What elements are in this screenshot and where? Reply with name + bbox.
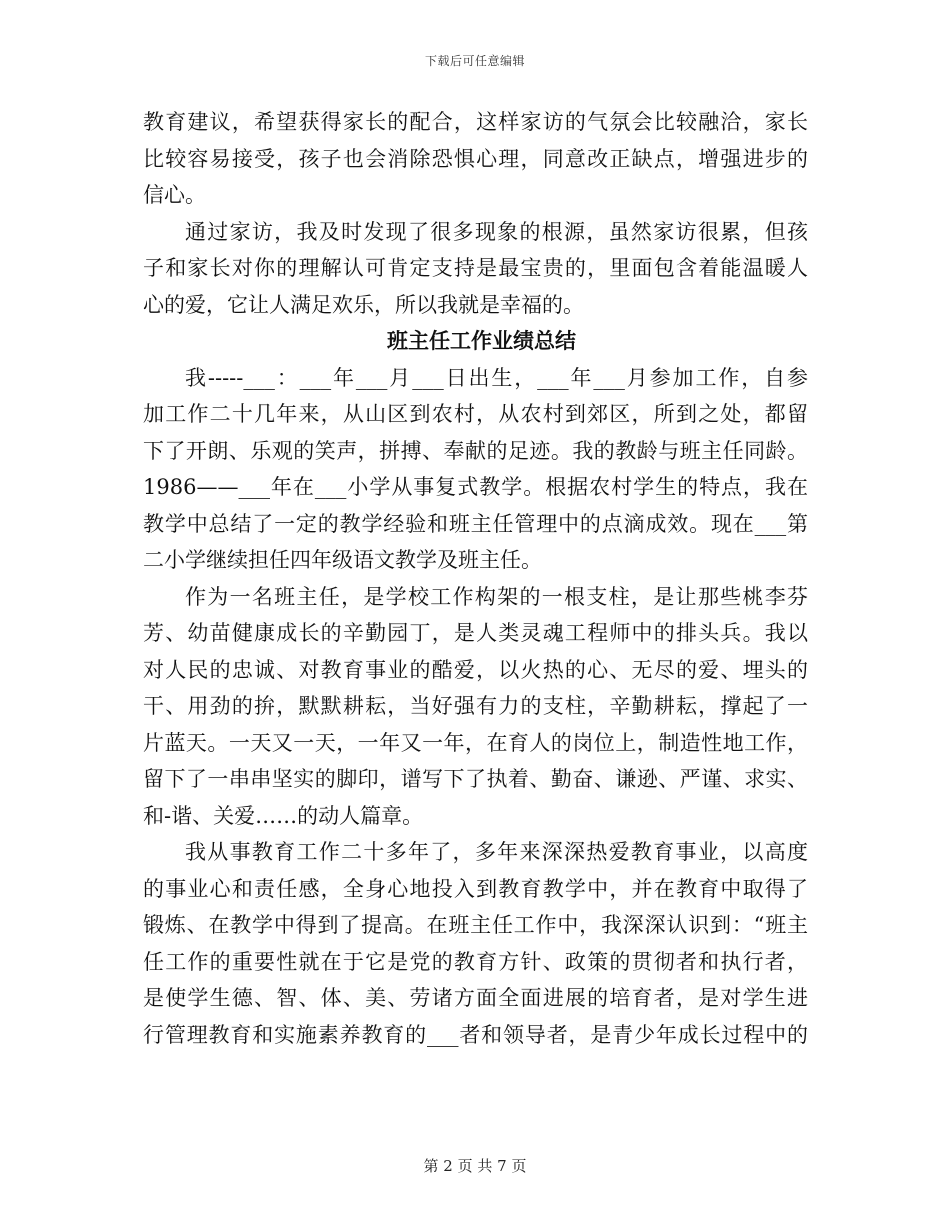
text-line: 作为一名班主任，是学校工作构架的一根支柱，是让那些桃李芬 [185, 584, 808, 609]
text-line: 对人民的忠诚、对教育事业的酷爱，以火热的心、无尽的爱、埋头的 [143, 657, 808, 682]
text-line: 1986——___年在___小学从事复式教学。根据农村学生的特点，我在 [143, 475, 808, 499]
text-line: 我从事教育工作二十多年了，多年来深深热爱教育事业，以高度 [185, 840, 808, 864]
section-heading: 班主任工作业绩总结 [387, 329, 576, 353]
text-line: 留下了一串串坚实的脚印，谱写下了执着、勤奋、谦逊、严谨、求实、 [143, 767, 808, 791]
text-line: 锻炼、在教学中得到了提高。在班主任工作中，我深深认识到：“班主 [143, 913, 808, 937]
text-line: 芳、幼苗健康成长的辛勤园丁，是人类灵魂工程师中的排头兵。我以 [143, 621, 808, 645]
text-line: 比较容易接受，孩子也会消除恐惧心理，同意改正缺点，增强进步的 [143, 146, 808, 171]
text-line: 通过家访，我及时发现了很多现象的根源，虽然家访很累，但孩 [185, 219, 808, 244]
text-line: 片蓝天。一天又一天，一年又一年，在育人的岗位上，制造性地工作， [143, 730, 808, 755]
text-line: 下了开朗、乐观的笑声，拼搏、奉献的足迹。我的教龄与班主任同龄。 [143, 438, 808, 463]
text-line: 的事业心和责任感，全身心地投入到教育教学中，并在教育中取得了 [143, 876, 808, 901]
text-line: 心的爱，它让人满足欢乐，所以我就是幸福的。 [143, 292, 584, 317]
page-number-footer: 第 2 页 共 7 页 [423, 1157, 527, 1175]
text-line: 是使学生德、智、体、美、劳诸方面全面进展的培育者，是对学生进 [143, 986, 808, 1010]
text-line: 加工作二十几年来，从山区到农村，从农村到郊区，所到之处，都留 [143, 402, 808, 426]
text-line: 信心。 [143, 183, 206, 207]
text-line: 二小学继续担任四年级语文教学及班主任。 [143, 548, 542, 572]
text-line: 教学中总结了一定的教学经验和班主任管理中的点滴成效。现在___第 [143, 511, 808, 536]
document-body [143, 104, 808, 1053]
text-line: 和-谐、关爱……的动人篇章。 [143, 803, 424, 828]
text-line: 任工作的重要性就在于它是党的教育方针、政策的贯彻者和执行者， [143, 949, 808, 974]
text-line: 子和家长对你的理解认可肯定支持是最宝贵的，里面包含着能温暖人 [143, 256, 808, 280]
text-line: 教育建议，希望获得家长的配合，这样家访的气氛会比较融洽，家长 [143, 110, 808, 134]
page-header: 下载后可任意编辑 [424, 54, 525, 68]
text-line: 干、用劲的拚，默默耕耘，当好强有力的支柱，辛勤耕耘，撑起了一 [143, 694, 808, 718]
text-line: 行管理教育和实施素养教育的___者和领导者，是青少年成长过程中的 [143, 1022, 808, 1047]
text-line: 我-----___：___年___月___日出生，___年___月参加工作，自参 [185, 365, 808, 390]
